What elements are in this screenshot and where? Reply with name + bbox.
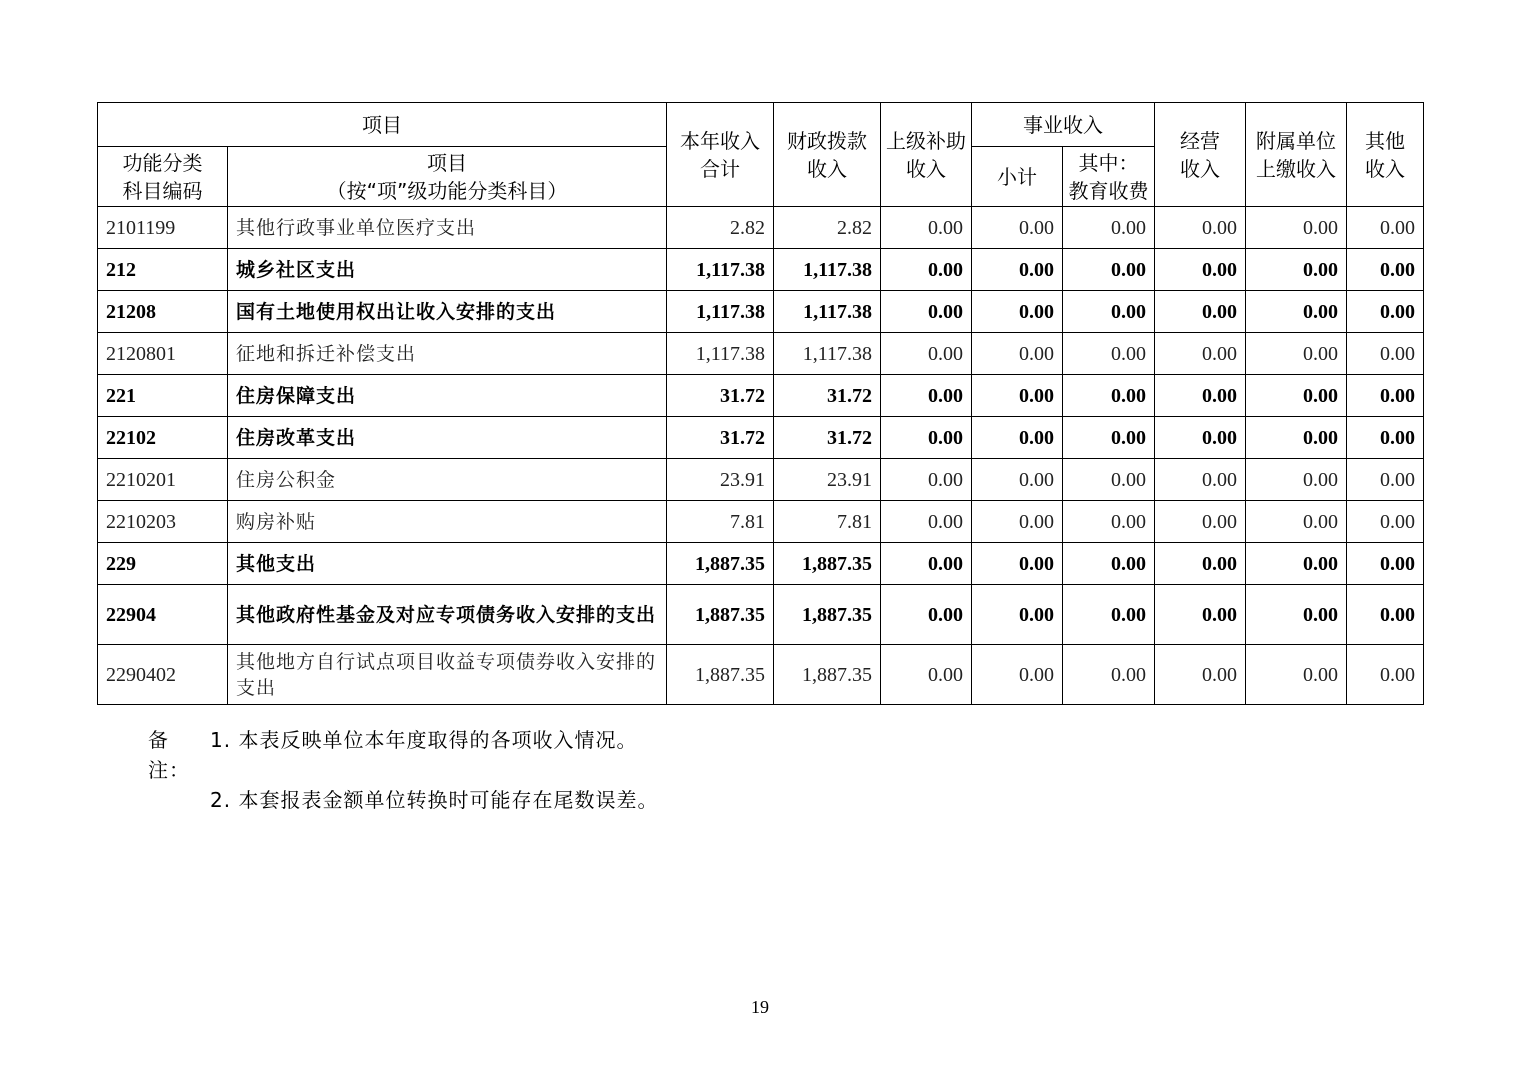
row-other: 0.00 <box>1347 417 1424 459</box>
row-career-edu: 0.00 <box>1063 585 1155 645</box>
row-upper: 0.00 <box>881 375 972 417</box>
row-total: 23.91 <box>667 459 774 501</box>
row-affiliated: 0.00 <box>1246 459 1347 501</box>
row-code: 21208 <box>98 291 228 333</box>
header-row-1 <box>98 103 1424 147</box>
row-career-sub: 0.00 <box>972 375 1063 417</box>
row-fiscal: 1,887.35 <box>774 645 881 705</box>
row-business: 0.00 <box>1155 249 1246 291</box>
row-fiscal: 2.82 <box>774 207 881 249</box>
table-row <box>98 417 1424 459</box>
header-career-subtotal: 小计 <box>972 147 1063 207</box>
header-career-group: 事业收入 <box>972 103 1155 147</box>
row-name: 住房保障支出 <box>228 375 667 417</box>
row-code: 22102 <box>98 417 228 459</box>
row-fiscal: 1,887.35 <box>774 543 881 585</box>
row-career-sub: 0.00 <box>972 207 1063 249</box>
row-business: 0.00 <box>1155 333 1246 375</box>
table-row <box>98 375 1424 417</box>
row-name: 购房补贴 <box>228 501 667 543</box>
row-total: 31.72 <box>667 375 774 417</box>
table-row <box>98 459 1424 501</box>
row-career-edu: 0.00 <box>1063 249 1155 291</box>
header-total: 本年收入 合计 <box>667 103 774 207</box>
row-affiliated: 0.00 <box>1246 585 1347 645</box>
table-row <box>98 501 1424 543</box>
row-career-sub: 0.00 <box>972 291 1063 333</box>
row-code: 2210201 <box>98 459 228 501</box>
row-name: 征地和拆迁补偿支出 <box>228 333 667 375</box>
row-affiliated: 0.00 <box>1246 291 1347 333</box>
row-career-edu: 0.00 <box>1063 207 1155 249</box>
note-row <box>148 725 658 785</box>
row-business: 0.00 <box>1155 291 1246 333</box>
row-career-sub: 0.00 <box>972 543 1063 585</box>
row-code: 2290402 <box>98 645 228 705</box>
row-total: 7.81 <box>667 501 774 543</box>
note-indent <box>148 785 210 815</box>
row-fiscal: 31.72 <box>774 417 881 459</box>
row-career-edu: 0.00 <box>1063 501 1155 543</box>
row-name: 国有土地使用权出让收入安排的支出 <box>228 291 667 333</box>
row-career-sub: 0.00 <box>972 645 1063 705</box>
row-code: 229 <box>98 543 228 585</box>
row-total: 1,117.38 <box>667 333 774 375</box>
row-other: 0.00 <box>1347 291 1424 333</box>
row-upper: 0.00 <box>881 543 972 585</box>
row-affiliated: 0.00 <box>1246 501 1347 543</box>
row-affiliated: 0.00 <box>1246 249 1347 291</box>
row-other: 0.00 <box>1347 459 1424 501</box>
header-upper: 上级补助 收入 <box>881 103 972 207</box>
row-business: 0.00 <box>1155 585 1246 645</box>
row-career-sub: 0.00 <box>972 333 1063 375</box>
row-code: 212 <box>98 249 228 291</box>
row-affiliated: 0.00 <box>1246 375 1347 417</box>
table-row <box>98 645 1424 705</box>
header-name: 项目 （按“项”级功能分类科目） <box>228 147 667 207</box>
table-row <box>98 249 1424 291</box>
row-fiscal: 1,887.35 <box>774 585 881 645</box>
row-affiliated: 0.00 <box>1246 417 1347 459</box>
row-other: 0.00 <box>1347 375 1424 417</box>
row-fiscal: 7.81 <box>774 501 881 543</box>
note-item: 1. 本表反映单位本年度取得的各项收入情况。 <box>210 728 638 752</box>
row-upper: 0.00 <box>881 501 972 543</box>
row-fiscal: 1,117.38 <box>774 291 881 333</box>
row-affiliated: 0.00 <box>1246 207 1347 249</box>
row-career-sub: 0.00 <box>972 459 1063 501</box>
row-business: 0.00 <box>1155 207 1246 249</box>
row-career-edu: 0.00 <box>1063 459 1155 501</box>
note-row <box>148 785 658 815</box>
table-row <box>98 333 1424 375</box>
row-code: 2101199 <box>98 207 228 249</box>
row-upper: 0.00 <box>881 459 972 501</box>
row-name: 住房改革支出 <box>228 417 667 459</box>
row-name: 其他地方自行试点项目收益专项债券收入安排的支出 <box>228 645 667 705</box>
header-other: 其他 收入 <box>1347 103 1424 207</box>
row-career-sub: 0.00 <box>972 501 1063 543</box>
row-career-sub: 0.00 <box>972 249 1063 291</box>
row-business: 0.00 <box>1155 543 1246 585</box>
row-career-sub: 0.00 <box>972 417 1063 459</box>
notes <box>148 725 658 815</box>
note-item: 2. 本套报表金额单位转换时可能存在尾数误差。 <box>210 788 659 812</box>
header-fiscal: 财政拨款 收入 <box>774 103 881 207</box>
row-career-edu: 0.00 <box>1063 291 1155 333</box>
table-row <box>98 585 1424 645</box>
row-upper: 0.00 <box>881 333 972 375</box>
header-item-group: 项目 <box>98 103 667 147</box>
row-career-edu: 0.00 <box>1063 645 1155 705</box>
row-affiliated: 0.00 <box>1246 645 1347 705</box>
row-fiscal: 23.91 <box>774 459 881 501</box>
row-name: 其他政府性基金及对应专项债务收入安排的支出 <box>228 585 667 645</box>
row-other: 0.00 <box>1347 645 1424 705</box>
header-business: 经营 收入 <box>1155 103 1246 207</box>
row-code: 2210203 <box>98 501 228 543</box>
row-total: 1,117.38 <box>667 249 774 291</box>
row-upper: 0.00 <box>881 585 972 645</box>
row-total: 1,887.35 <box>667 543 774 585</box>
row-career-edu: 0.00 <box>1063 333 1155 375</box>
table-row <box>98 543 1424 585</box>
row-other: 0.00 <box>1347 543 1424 585</box>
row-business: 0.00 <box>1155 375 1246 417</box>
page-number: 19 <box>751 997 769 1017</box>
row-code: 2120801 <box>98 333 228 375</box>
row-name: 住房公积金 <box>228 459 667 501</box>
row-career-sub: 0.00 <box>972 585 1063 645</box>
row-upper: 0.00 <box>881 291 972 333</box>
row-name: 城乡社区支出 <box>228 249 667 291</box>
row-career-edu: 0.00 <box>1063 417 1155 459</box>
row-name: 其他支出 <box>228 543 667 585</box>
row-other: 0.00 <box>1347 207 1424 249</box>
row-career-edu: 0.00 <box>1063 375 1155 417</box>
row-business: 0.00 <box>1155 501 1246 543</box>
income-table <box>97 102 1424 705</box>
row-affiliated: 0.00 <box>1246 543 1347 585</box>
row-career-edu: 0.00 <box>1063 543 1155 585</box>
row-business: 0.00 <box>1155 459 1246 501</box>
row-upper: 0.00 <box>881 207 972 249</box>
row-business: 0.00 <box>1155 645 1246 705</box>
row-business: 0.00 <box>1155 417 1246 459</box>
row-other: 0.00 <box>1347 249 1424 291</box>
header-code: 功能分类 科目编码 <box>98 147 228 207</box>
row-fiscal: 1,117.38 <box>774 249 881 291</box>
row-fiscal: 1,117.38 <box>774 333 881 375</box>
row-total: 1,117.38 <box>667 291 774 333</box>
row-upper: 0.00 <box>881 417 972 459</box>
notes-label: 备注： <box>148 728 190 782</box>
row-upper: 0.00 <box>881 645 972 705</box>
row-total: 2.82 <box>667 207 774 249</box>
table-row <box>98 291 1424 333</box>
header-career-edu: 其中： 教育收费 <box>1063 147 1155 207</box>
row-fiscal: 31.72 <box>774 375 881 417</box>
row-other: 0.00 <box>1347 333 1424 375</box>
row-name: 其他行政事业单位医疗支出 <box>228 207 667 249</box>
table-row <box>98 207 1424 249</box>
row-upper: 0.00 <box>881 249 972 291</box>
row-other: 0.00 <box>1347 585 1424 645</box>
header-affiliated: 附属单位 上缴收入 <box>1246 103 1347 207</box>
row-total: 31.72 <box>667 417 774 459</box>
row-code: 221 <box>98 375 228 417</box>
row-total: 1,887.35 <box>667 645 774 705</box>
row-code: 22904 <box>98 585 228 645</box>
row-total: 1,887.35 <box>667 585 774 645</box>
row-other: 0.00 <box>1347 501 1424 543</box>
row-affiliated: 0.00 <box>1246 333 1347 375</box>
